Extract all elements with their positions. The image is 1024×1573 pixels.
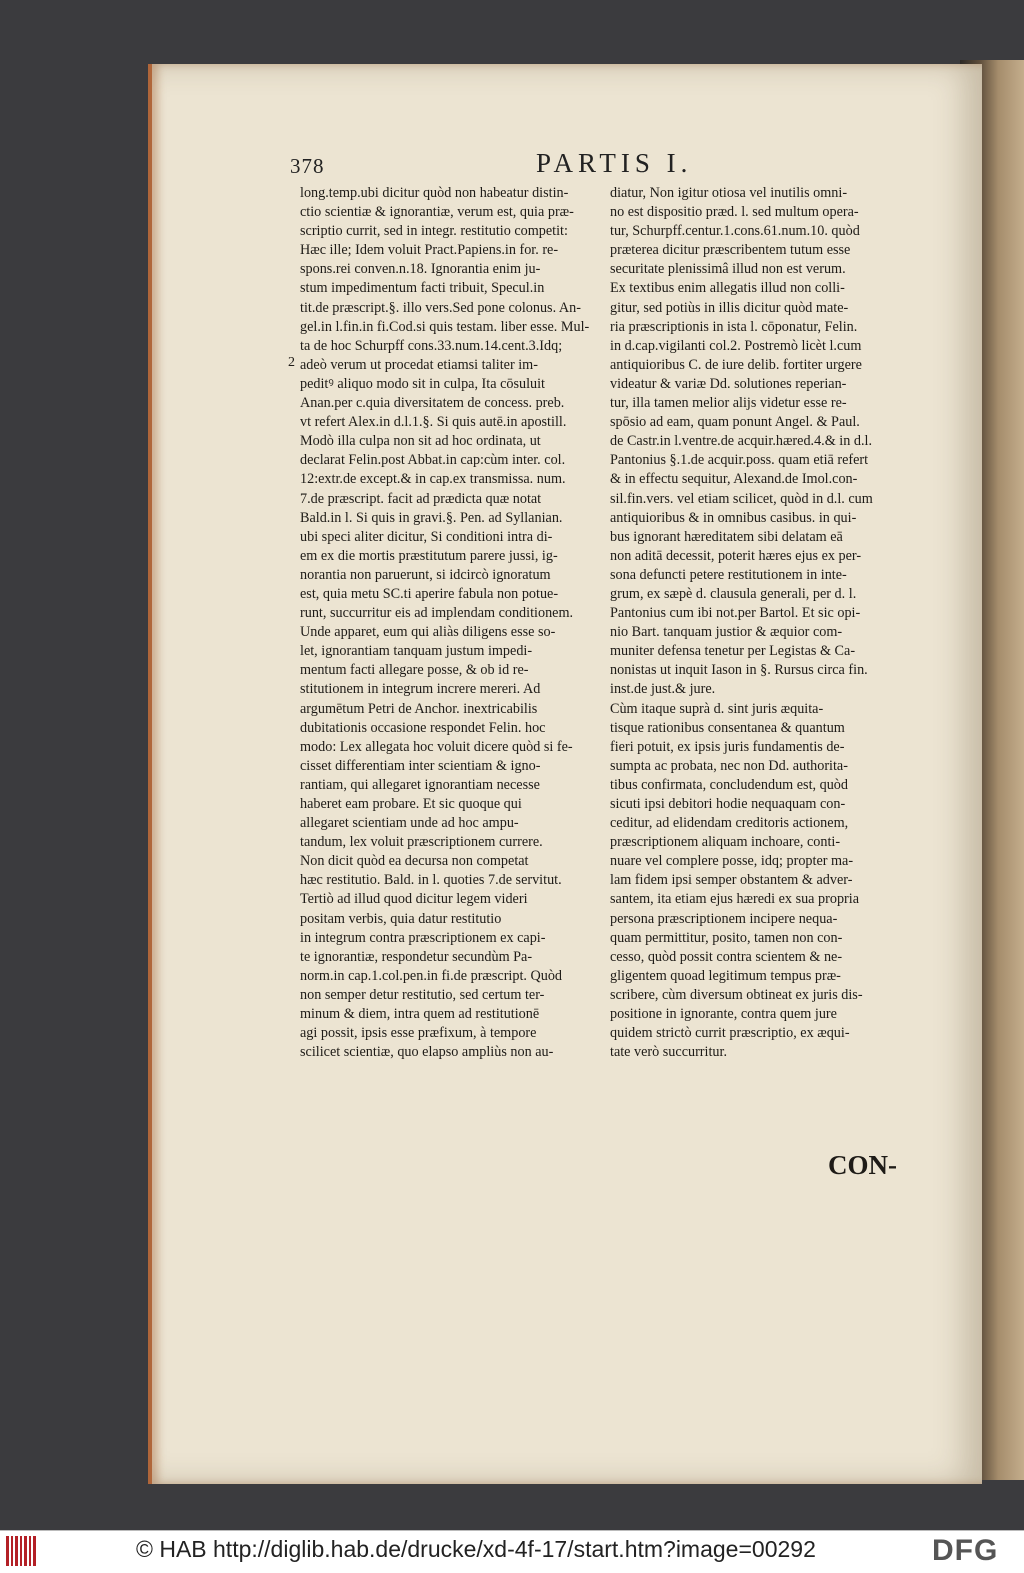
text-line: Pantonius §.1.de acquir.poss. quam etiā refert: [610, 452, 869, 469]
margin-note: 2: [288, 355, 295, 370]
copyright-url[interactable]: © HAB http://diglib.hab.de/drucke/xd-4f-17/start.htm?image=00292: [136, 1536, 816, 1562]
text-line: long.temp.ubi dicitur quòd non habeatur distin-: [300, 185, 569, 201]
text-line: grum, ex sæpè d. clausula generali, per d. l.: [610, 585, 857, 602]
text-line: est, quia metu SC.ti aperire fabula non potue-: [300, 585, 559, 602]
text-line: scribere, cùm diversum obtineat ex juris dis-: [610, 986, 863, 1003]
text-line: Bald.in l. Si quis in gravi.§. Pen. ad Syllanian.: [300, 509, 563, 526]
text-line: Cùm itaque suprà d. sint juris æquita-: [610, 700, 824, 717]
text-line: allegaret scientiam unde ad hoc ampu-: [300, 815, 519, 832]
dfg-logo: DFG: [932, 1534, 999, 1567]
catchword: CON-: [828, 1150, 897, 1180]
text-line: tibus confirmata, concludendum est, quòd: [610, 776, 848, 793]
text-line: diatur, Non igitur otiosa vel inutilis omni-: [610, 185, 848, 201]
text-line: bus ignorant hæreditatem sibi delatam eā: [610, 528, 843, 545]
text-line: mentum facti allegare posse, & ob id re-: [300, 662, 529, 679]
text-line: argumētum Petri de Anchor. inextricabilis: [300, 700, 538, 717]
text-line: vt refert Alex.in d.l.1.§. Si quis autē.in apostill.: [300, 414, 567, 431]
text-line: tur, illa tamen melior alijs videtur esse re-: [610, 395, 847, 412]
text-line: videatur & variæ Dd. solutiones reperian-: [610, 375, 847, 392]
text-line: ceditur, ad elidendam creditoris actionem,: [610, 815, 849, 832]
text-line: Modò illa culpa non sit ad hoc ordinata, ut: [300, 433, 541, 450]
text-line: sumpta ac probata, nec non Dd. authorita-: [610, 757, 848, 774]
text-line: ctio scientiæ & ignorantiæ, verum est, quia præ-: [300, 204, 574, 221]
text-line: positam verbis, quia datur restitutio: [300, 910, 502, 927]
text-line: sil.fin.vers. vel etiam scilicet, quòd in d.l. cum: [610, 490, 873, 507]
right-text-column: [610, 184, 902, 1062]
text-line: hæc restitutio. Bald. in l. quoties 7.de servitut.: [300, 872, 562, 889]
text-line: Pantonius cum ibi not.per Bartol. Et sic opi-: [610, 605, 861, 622]
text-line: Hæc ille; Idem voluit Pract.Papiens.in for. re-: [300, 242, 559, 259]
text-line: spōsio ad eam, quam ponunt Angel. & Paul.: [610, 414, 860, 431]
text-line: inst.de just.& jure.: [610, 681, 716, 698]
text-line: nonistas ut inquit Iason in §. Rursus circa fin.: [610, 662, 868, 679]
text-line: santem, ita etiam ejus hæredi ex sua propria: [610, 891, 859, 908]
text-line: em ex die mortis præstitutum parere jussi, ig-: [300, 547, 558, 564]
text-line: sona defuncti petere restitutionem in inte-: [610, 566, 847, 583]
text-line: 7.de præscript. facit ad prædicta quæ notat: [300, 490, 542, 507]
text-line: Unde apparet, eum qui aliàs diligens esse so-: [300, 624, 556, 641]
text-line: runt, succurritur eis ad implendam conditionem.: [300, 605, 574, 622]
text-line: quidem strictò currit præscriptio, ex æqui-: [610, 1025, 850, 1042]
text-line: ta de hoc Schurpff cons.33.num.14.cent.3.Idq;: [300, 337, 563, 354]
text-line: let, ignorantiam tanquam justum impedi-: [300, 643, 533, 660]
text-line: gligentem quoad legitimum tempus præ-: [610, 967, 841, 984]
text-line: stitutionem in integrum increre mereri. Ad: [300, 681, 541, 698]
text-line: antiquioribus & in omnibus casibus. in qui-: [610, 509, 857, 526]
text-line: positione in ignorante, contra quem jure: [610, 1006, 837, 1023]
text-line: & in effectu sequitur, Alexand.de Imol.con-: [610, 471, 858, 488]
text-line: tate verò succurritur.: [610, 1044, 727, 1061]
text-line: scilicet scientiæ, quo elapso ampliùs non au-: [300, 1044, 554, 1061]
text-line: Ex textibus enim allegatis illud non colli-: [610, 280, 845, 297]
text-line: non semper detur restitutio, sed certum ter-: [300, 986, 545, 1003]
text-line: antiquioribus C. de iure delib. fortiter urgere: [610, 356, 862, 373]
text-line: tisque rationibus consentanea & quantum: [610, 719, 845, 736]
text-line: modo: Lex allegata hoc voluit dicere quòd si fe-: [300, 738, 573, 755]
text-line: cesso, quòd possit contra scientem & ne-: [610, 948, 843, 965]
text-line: tur, Schurpff.centur.1.cons.61.num.10. quòd: [610, 223, 860, 240]
left-text-column: [300, 184, 592, 1062]
text-line: tit.de præscript.§. illo vers.Sed pone colonus. An-: [300, 299, 581, 316]
text-line: declarat Felin.post Abbat.in cap:cùm inter. col.: [300, 452, 566, 469]
text-line: præscriptionem aliquam inchoare, conti-: [610, 834, 841, 851]
text-line: tandum, lex voluit præscriptionem currere.: [300, 834, 543, 851]
text-line: 12:extr.de except.& in cap.ex transmissa. num.: [300, 471, 566, 488]
text-line: ubi speci aliter dicitur, Si conditioni intra di-: [300, 528, 553, 545]
text-line: in d.cap.vigilanti col.2. Postremò licèt l.cum: [610, 337, 862, 354]
text-line: gitur, sed potiùs in illis dicitur quòd mate-: [610, 299, 849, 316]
text-line: no est dispositio præd. l. sed multum opera-: [610, 204, 859, 221]
text-line: Non dicit quòd ea decursa non competat: [300, 853, 529, 870]
text-line: adeò verum ut procedat etiamsi taliter im-: [300, 356, 538, 373]
text-line: securitate plenissimâ illud non est verum.: [610, 261, 846, 278]
text-line: rantiam, qui allegaret ignorantiam necesse: [300, 776, 540, 793]
text-line: fieri potuit, ex ipsis juris fundamentis de-: [610, 738, 845, 755]
text-line: stum impedimentum facti tribuit, Specul.in: [300, 280, 545, 297]
text-line: dubitationis occasione respondet Felin. hoc: [300, 719, 546, 736]
text-line: scriptio currit, sed in integr. restitutio competit:: [300, 223, 568, 240]
text-line: persona præscriptionem incipere nequa-: [610, 910, 838, 927]
text-line: gel.in l.fin.in fi.Cod.si quis testam. liber esse. Mul-: [300, 318, 590, 335]
text-line: quam permittitur, posito, tamen non con-: [610, 929, 843, 946]
text-line: ria præscriptionis in ista l. cōponatur, Felin.: [610, 318, 858, 335]
text-line: nuare vel complere posse, idq; propter ma-: [610, 853, 854, 870]
text-line: nio Bart. tanquam justior & æquior com-: [610, 624, 843, 641]
text-line: agi possit, ipsis esse præfixum, à tempore: [300, 1025, 537, 1042]
text-line: muniter defensa tenetur per Legistas & Ca-: [610, 643, 856, 660]
text-line: lam fidem ipsi semper obstantem & adver-: [610, 872, 853, 889]
text-line: sicuti ipsi debitori hodie nequaquam con-: [610, 796, 846, 812]
text-line: minum & diem, intra quem ad restitutionē: [300, 1006, 540, 1023]
page-number: 378: [290, 154, 325, 178]
text-line: de Castr.in l.ventre.de acquir.hæred.4.& in d.l.: [610, 433, 873, 450]
text-line: cisset differentiam inter scientiam & igno-: [300, 757, 541, 774]
text-line: in integrum contra præscriptionem ex capi-: [300, 929, 546, 946]
text-line: præterea dicitur præscribentem tutum esse: [610, 242, 851, 259]
text-line: norm.in cap.1.col.pen.in fi.de præscript. Quòd: [300, 967, 563, 984]
hab-barcode-icon: [6, 1536, 42, 1566]
text-line: Tertiò ad illud quod dicitur legem videri: [300, 891, 528, 908]
running-title: PARTIS I.: [536, 148, 693, 178]
text-line: non aditā decessit, poterit hæres ejus ex per-: [610, 547, 862, 564]
text-line: Anan.per c.quia diversitatem de concess. preb.: [300, 395, 565, 412]
text-line: peditꝰ aliquo modo sit in culpa, Ita cōsuluit: [300, 375, 545, 392]
text-line: te ignorantiæ, respondetur secundùm Pa-: [300, 948, 533, 965]
text-line: norantia non paruerunt, si idcircò ignoratum: [300, 566, 551, 583]
text-line: spons.rei conven.n.18. Ignorantia enim ju-: [300, 261, 541, 278]
text-line: haberet eam probare. Et sic quoque qui: [300, 796, 522, 812]
